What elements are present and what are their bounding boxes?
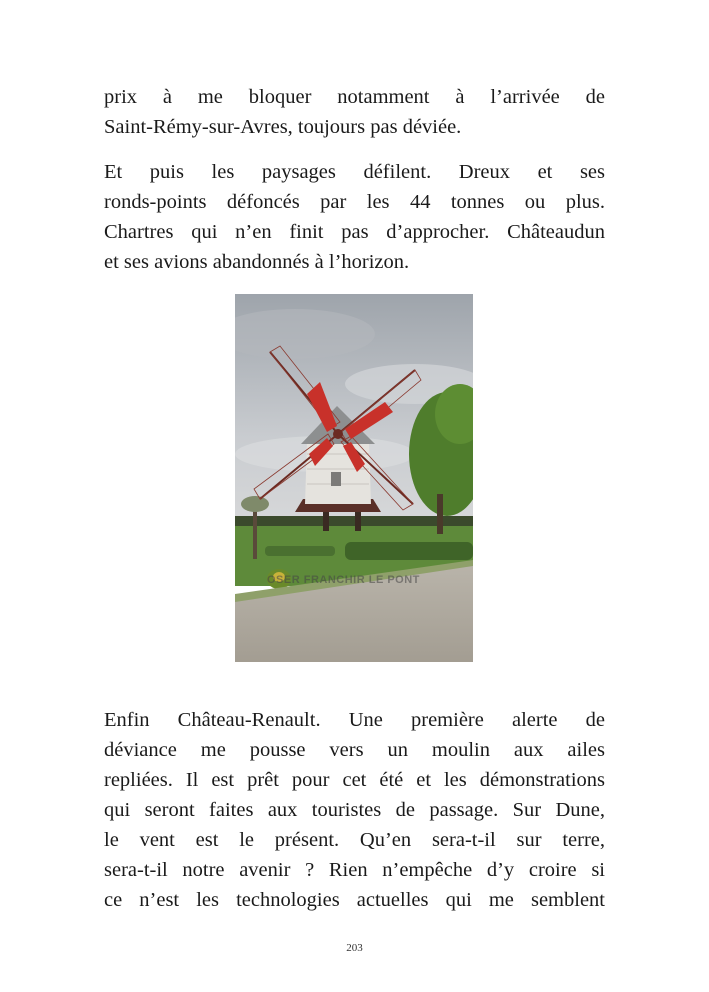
text-line: prix à me bloquer notamment à l’arrivée de [104, 86, 605, 108]
paragraph-3 [104, 705, 605, 915]
paragraph-2 [104, 157, 605, 277]
text-line: ronds-points défoncés par les 44 tonnes ou plus. [104, 191, 605, 213]
text-line: qui seront faites aux touristes de passage. Sur Dune, [104, 799, 605, 821]
page-number: 203 [346, 942, 363, 954]
text-line: ce n’est les technologies actuelles qui me semblent [104, 889, 605, 911]
text-line: sera-t-il notre avenir ? Rien n’empêche d’y croire si [104, 859, 605, 881]
windmill-illustration [235, 294, 473, 662]
text-line: et ses avions abandonnés à l’horizon. [104, 251, 410, 273]
windmill-photo [235, 294, 473, 662]
text-line: déviance me pousse vers un moulin aux ailes [104, 739, 605, 761]
paragraph-1 [104, 82, 605, 142]
text-line: Chartres qui n’en finit pas d’approcher. Châteaudun [104, 221, 605, 243]
text-line: Et puis les paysages défilent. Dreux et ses [104, 161, 605, 183]
text-line: repliées. Il est prêt pour cet été et les démonstrations [104, 769, 605, 791]
text-line: le vent est le présent. Qu’en sera-t-il sur terre, [104, 829, 605, 851]
text-line: Saint-Rémy-sur-Avres, toujours pas déviée. [104, 116, 462, 138]
text-line: Enfin Château-Renault. Une première alerte de [104, 709, 605, 731]
watermark-text: OSER FRANCHIR LE PONT [267, 574, 420, 586]
